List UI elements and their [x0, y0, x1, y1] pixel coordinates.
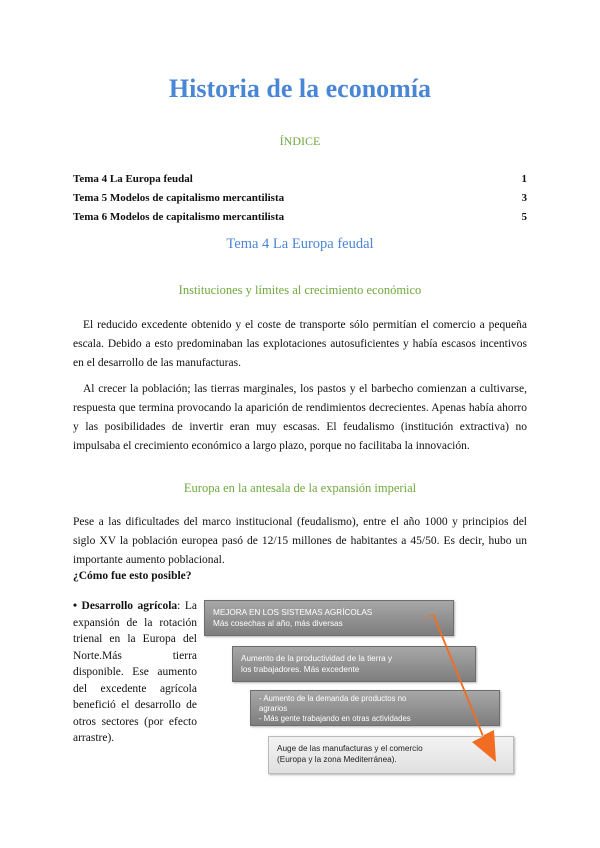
toc-entry-label: Tema 5 Modelos de capitalismo mercantilista	[73, 192, 285, 204]
question-heading: ¿Cómo fue esto posible?	[73, 570, 192, 582]
index-heading: ÍNDICE	[279, 134, 321, 148]
tema4-heading: Tema 4 La Europa feudal	[226, 236, 374, 252]
bullet-head: • Desarrollo agrícola	[73, 600, 178, 612]
diagram-box-1-text: Más cosechas al año, más diversas	[213, 619, 343, 628]
down-arrow-icon	[200, 600, 530, 780]
arrow-shape	[418, 614, 496, 762]
toc-entry-page: 1	[521, 173, 527, 185]
paragraph: Al crecer la población; las tierras marginales, los pastos y el barbecho comienzan a cultivarse, respuesta que termina provocando la aparición de rendimientos decrecientes. Apenas había ahorro y las posibilidades de invertir eran muy escasas. El feudalismo (institución extractiva) no impulsaba el crecimiento económico a largo plazo, porque no facilitaba la innovación.	[73, 383, 527, 452]
diagram-box-1-title: MEJORA EN LOS SISTEMAS AGRÍCOLAS	[213, 608, 373, 617]
toc-entry-page: 3	[521, 192, 527, 204]
toc-entry[interactable]	[73, 170, 527, 189]
diagram-box-4-line1: Auge de las manufacturas y el comercio	[277, 744, 423, 753]
diagram-box-2-line1: Aumento de la productividad de la tierra y	[241, 654, 393, 663]
table-of-contents	[73, 170, 527, 227]
toc-entry-label: Tema 4 La Europa feudal	[73, 173, 193, 185]
toc-entry[interactable]	[73, 208, 527, 227]
diagram-box-3-line2: agrarios	[259, 704, 288, 713]
diagram-box-2-line2: los trabajadores. Más excedente	[241, 665, 360, 674]
toc-entry[interactable]	[73, 189, 527, 208]
bullet-desarrollo-agricola	[73, 598, 197, 747]
paragraph: El reducido excedente obtenido y el coste de transporte sólo permitían el comercio a pequeña escala. Debido a esto predominaban las explotaciones autosuficientes y había escasos incentivos en el desarrollo de las manufacturas.	[73, 319, 527, 369]
toc-entry-label: Tema 6 Modelos de capitalismo mercantilista	[73, 211, 285, 223]
section-heading-expansion: Europa en la antesala de la expansión imperial	[183, 481, 417, 495]
section-heading-instituciones: Instituciones y límites al crecimiento económico	[178, 283, 422, 297]
paragraph: Pese a las dificultades del marco institucional (feudalismo), entre el año 1000 y principios del siglo XV la población europea pasó de 12/15 millones de habitantes a 45/50. Es decir, hubo un importante aumento poblacional.	[73, 516, 527, 566]
bullet-text: : La expansión de la rotación trienal en la Europa del Norte.Más tierra disponible. Ese aumento del excedente agrícola benefició el desarrollo de otros sectores (por efecto arrastre).	[73, 600, 198, 744]
diagram-box-3-line1: - Aumento de la demanda de productos no	[259, 694, 407, 703]
diagram-box-3-line3: - Más gente trabajando en otras actividades	[259, 714, 411, 723]
diagram-box-4-line2: (Europa y la zona Mediterránea).	[277, 755, 397, 764]
toc-entry-page: 5	[521, 211, 527, 223]
process-diagram	[200, 600, 530, 780]
page-title: Historia de la economía	[168, 74, 432, 103]
